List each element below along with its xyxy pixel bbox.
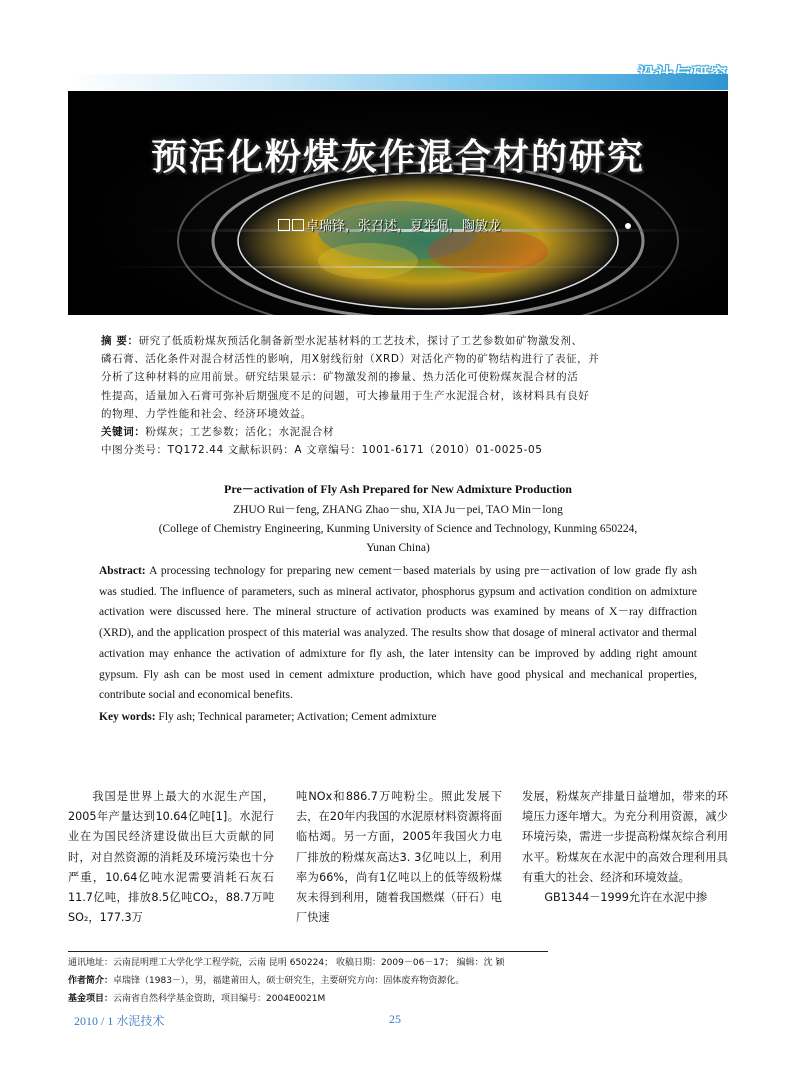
hero-lens-graphic <box>68 91 728 315</box>
keywords-line <box>101 423 699 441</box>
english-authors: ZHUO Rui－feng, ZHANG Zhao－shu, XIA Ju－pei, TAO Min－long <box>233 504 563 516</box>
footnote-fund <box>68 991 325 1004</box>
footnote-label: 基金项目： <box>68 994 114 1004</box>
footnote-address: 通讯地址：云南昆明理工大学化学工程学院，云南 昆明 650224； 收稿日期：2009－06－17； 编辑：沈 颖 <box>68 958 505 968</box>
abstract-line: 分析了这种材料的应用前景。研究结果显示：矿物激发剂的掺量、热力活化可使粉煤灰混合材的活 <box>101 371 579 384</box>
page-number: 25 <box>389 1012 401 1026</box>
body-column-1: 我国是世界上最大的水泥生产国，2005年产量达到10.64亿吨[1]。水泥行业在为国民经济建设做出巨大贡献的同时，对自然资源的消耗及环境污染也十分严重，10.64亿吨水泥需要消耗石灰石11.7亿吨，排放8.5亿吨CO₂，88.7万吨SO₂，177.3万 <box>68 790 274 925</box>
body-column-2: 吨NOx和886.7万吨粉尘。照此发展下去，在20年内我国的水泥原材料资源将面临枯竭。另一方面，2005年我国火力电厂排放的粉煤灰高达3. 3亿吨以上，利用率为66%，尚有1亿吨以上的低等级粉煤灰未得到利用，随着我国燃煤（矸石）电厂快速 <box>296 790 502 925</box>
abstract-line <box>101 332 699 350</box>
article-title: 预活化粉煤灰作混合材的研究 <box>150 137 645 178</box>
abstract-text: 研究了低质粉煤灰预活化制备新型水泥基材料的工艺技术，探讨了工艺参数如矿物激发剂、 <box>138 335 583 347</box>
authors-text: 卓瑞锋，张召述，夏举佩，陶敏龙 <box>306 219 502 234</box>
body-text <box>68 787 728 937</box>
abstract-line: 性提高，适量加入石膏可弥补后期强度不足的问题，可大掺量用于生产水泥混合材，该材料具有良好 <box>101 389 590 402</box>
english-affiliation: Yunan China) <box>366 542 430 554</box>
abstract-line: 磷石膏、活化条件对混合材活性的影响，用X射线衍射（XRD）对活化产物的矿物结构进行了表征，并 <box>101 353 600 366</box>
keywords-text: Fly ash; Technical parameter; Activation; Cement admixture <box>158 710 437 723</box>
header-band <box>68 74 728 90</box>
abstract-label: Abstract: <box>99 565 146 577</box>
journal-footer: 2010 / 1 水泥技术 <box>74 1014 165 1028</box>
keywords-label: Key words: <box>99 710 156 723</box>
square-icon <box>278 219 290 231</box>
english-abstract <box>99 561 697 706</box>
abstract-line: 的物理、力学性能和社会、经济环境效益。 <box>101 407 312 420</box>
hero-banner <box>68 91 728 315</box>
article-authors <box>278 215 501 234</box>
english-keywords <box>99 707 697 727</box>
chinese-abstract <box>101 332 699 459</box>
footnote-divider <box>68 951 548 952</box>
english-affiliation: (College of Chemistry Engineering, Kunming University of Science and Technology, Kunming 650224, <box>158 523 638 535</box>
footnote-text: 卓瑞锋（1983－），男，福建莆田人，硕士研究生，主要研究方向：固体废弃物资源化。 <box>113 976 465 986</box>
footnote-author <box>68 973 464 986</box>
abstract-label: 摘 要： <box>101 335 139 347</box>
classification-line: 中图分类号：TQ172.44 文献标识码：A 文章编号：1001-6171（2010）01-0025-05 <box>101 444 543 457</box>
english-title: Pre－activation of Fly Ash Prepared for New Admixture Production <box>224 482 572 496</box>
keywords-label: 关键词： <box>101 426 146 439</box>
footnote-text: 云南省自然科学基金资助，项目编号：2004E0021M <box>113 994 326 1004</box>
square-icon <box>292 219 304 231</box>
body-column-3: 发展，粉煤灰产排量日益增加，带来的环境压力逐年增大。为充分利用资源，减少环境污染，需进一步提高粉煤灰综合利用水平。粉煤灰在水泥中的高效合理利用具有重大的社会、经济和环境效益。 GB1344－1999允许在水泥中掺 <box>522 790 728 905</box>
english-abstract-block <box>99 480 697 727</box>
abstract-text: A processing technology for preparing new cement－based materials by using pre－activation of low grade fly ash was studied. The influence of parameters, such as mineral activator, phosphorus gypsum and activation condition on admixture activation were discussed here. The mineral structure of activation products was examined by means of X－ray diffraction (XRD), and the application prospect of this material was analyzed. The results show that dosage of mineral activator and thermal activation may enhance the activation of admixture for fly ash, the later intensity can be improved by adding right amount gypsum. Fly ash can be most used in cement admixture production, which have good physical and mechanical properties, contribute social and economical benefits. <box>99 565 697 702</box>
footnote-label: 作者简介： <box>68 976 114 986</box>
keywords-text: 粉煤灰；工艺参数；活化；水泥混合材 <box>145 426 335 439</box>
